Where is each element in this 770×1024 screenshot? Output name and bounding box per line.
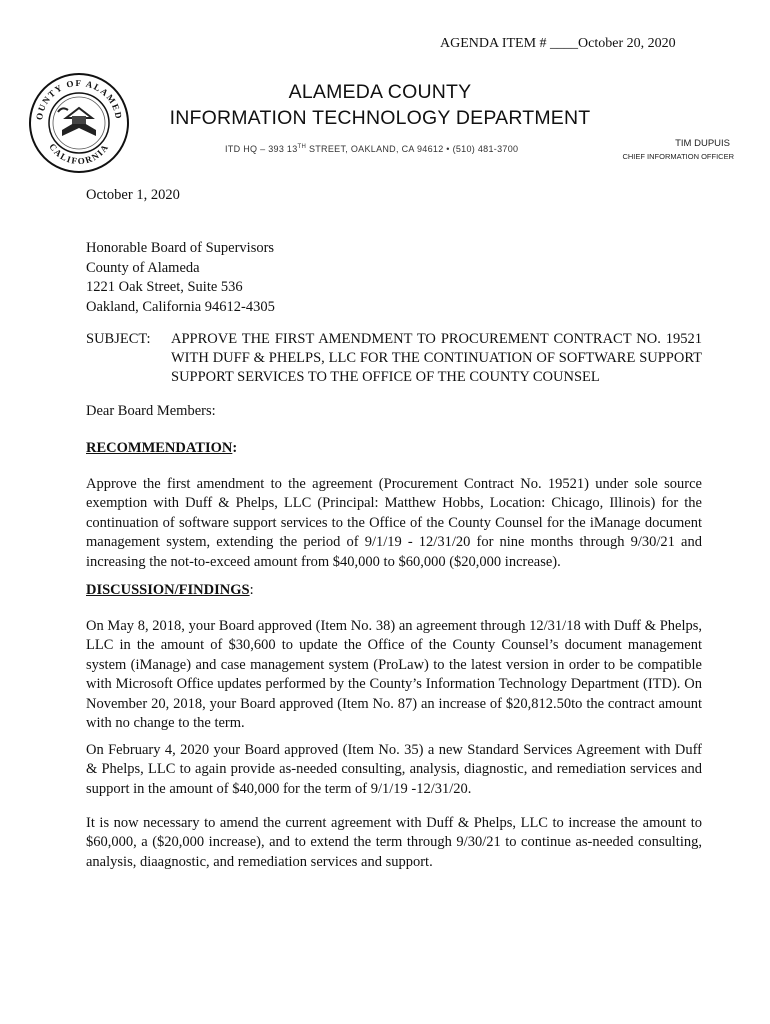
recipient-line: Honorable Board of Supervisors — [86, 240, 275, 256]
county-seal-icon — [28, 72, 130, 174]
seal-top-text: OUNTY OF ALAMED — [33, 77, 125, 121]
discussion-paragraph: On February 4, 2020 your Board approved (Item No. 35) a new Standard Services Agreement with Duff & Phelps, LLC to again provide as-needed consulting, analysis, diagnostic, and remediation services and support in the amount of $40,000 for the term of 9/1/19 -12/31/20. — [86, 742, 702, 797]
officer-title: CHIEF INFORMATION OFFICER — [622, 152, 734, 161]
heading-colon: : — [249, 582, 254, 598]
address-part: ITD HQ – 393 13 — [225, 144, 298, 154]
address-superscript: TH — [297, 144, 307, 150]
discussion-paragraph: It is now necessary to amend the current agreement with Duff & Phelps, LLC to increase the amount to $60,000, a ($20,000 increase), and to extend the term through 9/30/21 to continue as-needed consulting, analysis, diaagnostic, and remediation services and support. — [86, 815, 702, 870]
recipient-line: Oakland, California 94612-4305 — [86, 298, 275, 315]
agenda-item-line: AGENDA ITEM # ____October 20, 2020 — [440, 36, 676, 51]
svg-text:CALIFORNIA — [47, 142, 111, 167]
address-part: STREET, OAKLAND, CA 94612 • (510) 481-3700 — [306, 144, 519, 154]
department-name-line1: ALAMEDA COUNTY — [288, 81, 472, 103]
discussion-heading — [86, 582, 254, 599]
recommendation-heading-text: RECOMMENDATION — [86, 440, 233, 456]
county-seal-logo — [28, 72, 130, 174]
subject-text: APPROVE THE FIRST AMENDMENT TO PROCUREMENT CONTRACT NO. 19521 WITH DUFF & PHELPS, LLC FOR THE CONTINUATION OF SOFTWARE SUPPORT SUPPORT SERVICES TO THE OFFICE OF THE COUNTY COUNSEL — [171, 331, 702, 385]
heading-colon: : — [232, 440, 238, 456]
recipient-line: County of Alameda — [86, 259, 200, 276]
discussion-heading-text: DISCUSSION/FINDINGS — [86, 582, 250, 598]
recipient-address-block — [86, 239, 702, 317]
recommendation-heading — [86, 440, 237, 457]
recommendation-paragraph: Approve the first amendment to the agreement (Procurement Contract No. 19521) under sole source exemption with Duff & Phelps, LLC (Principal: Matthew Hobbs, Location: Chicago, Illinois) for the continuation of software support services to the Office of the County Counsel for the iManage document management system, extending the period of 9/1/19 - 12/31/20 for nine months through 9/30/21 and increasing the not-to-exceed amount from $40,000 to $60,000 ($20,000 increase). — [86, 476, 702, 570]
svg-text:COUNTY OF ALAMEDA — [28, 72, 124, 121]
recipient-line: 1221 Oak Street, Suite 536 — [86, 279, 243, 295]
subject-label: SUBJECT: — [86, 331, 151, 347]
seal-bottom-text: CALIFORNIA — [47, 141, 111, 167]
discussion-paragraph: On May 8, 2018, your Board approved (Item No. 38) an agreement through 12/31/18 with Duff & Phelps, LLC in the amount of $30,600 to update the Office of the County Counsel’s document management system (iManage) and case management system (ProLaw) to the latest version in order to be compatible with Microsoft Office updates performed by the County’s Information Technology Department (ITD). On November 20, 2018, your Board approved (Item No. 87) an increase of $20,812.50to the contract amount with no change to the term. — [86, 618, 702, 732]
salutation: Dear Board Members: — [86, 403, 216, 419]
department-name-line2: INFORMATION TECHNOLOGY DEPARTMENT — [169, 107, 591, 129]
officer-name: TIM DUPUIS — [675, 138, 730, 149]
department-address — [225, 144, 518, 154]
letter-date: October 1, 2020 — [86, 187, 180, 203]
